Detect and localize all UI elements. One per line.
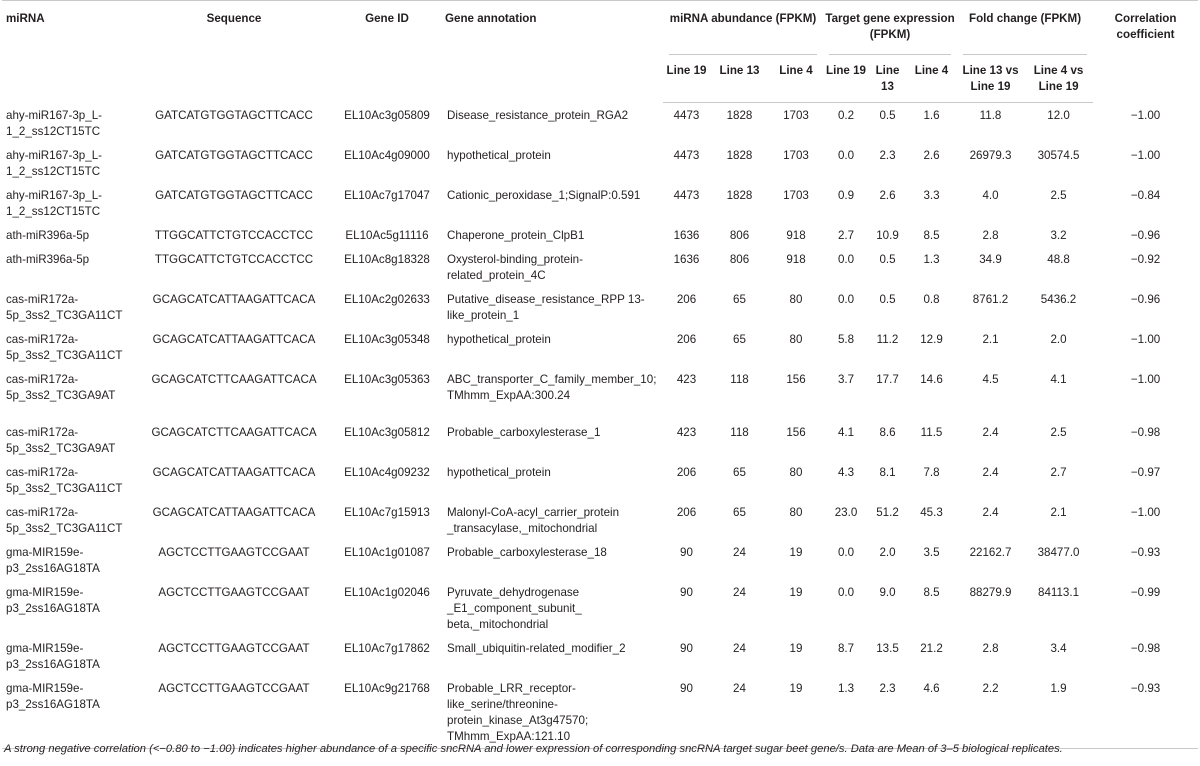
cell-abundance-line19: 206 (676, 465, 697, 479)
cell-fold-line13-vs-line19: 26979.3 (969, 148, 1012, 162)
cell-abundance-line19: 1636 (673, 252, 700, 266)
cell-fold-line4-vs-line19: 3.4 (1050, 641, 1067, 655)
cell-gene-id: EL10Ac4g09000 (344, 148, 430, 162)
cell-expression-line19: 0.0 (837, 585, 855, 599)
cell-abundance-line19: 90 (663, 676, 710, 749)
cell-expression-line4: 0.8 (923, 292, 940, 306)
cell-abundance-line4: 918 (786, 252, 806, 266)
cell-gene-id: EL10Ac3g05348 (344, 332, 430, 346)
cell-correlation: −0.99 (1130, 585, 1161, 599)
cell-fold-line13-vs-line19: 22162.7 (969, 545, 1012, 559)
cell-sequence: GCAGCATCTTCAAGATTCACA (151, 372, 317, 386)
cell-fold-line13-vs-line19: 2.4 (982, 425, 999, 439)
cell-abundance-line4: 80 (789, 505, 803, 519)
cell-correlation: −0.97 (1130, 465, 1161, 479)
cell-abundance-line13: 65 (733, 332, 746, 346)
cell-expression-line4: 3.3 (923, 188, 940, 202)
cell-fold-line13-vs-line19: 2.4 (982, 465, 999, 479)
cell-fold-line13-vs-line19: 88279.9 (969, 585, 1012, 599)
subheader-fold-line13-vs-line19: Line 13 vs Line 19 (957, 55, 1024, 103)
cell-expression-line4: 12.9 (920, 332, 943, 346)
header-mirna-abundance: miRNA abundance (FPKM) (663, 1, 823, 55)
cell-fold-line4-vs-line19: 2.7 (1050, 465, 1067, 479)
cell-gene-annotation: Probable_carboxylesterase_18 (447, 545, 607, 559)
cell-abundance-line19: 4473 (673, 148, 700, 162)
cell-gene-annotation: Pyruvate_dehydrogenase _E1_component_subunit_ beta,_mitochondrial (447, 585, 582, 631)
cell-abundance-line4: 1703 (783, 188, 809, 202)
cell-fold-line4-vs-line19: 5436.2 (1040, 292, 1077, 306)
table-row (2, 103, 1198, 143)
cell-expression-line13: 10.9 (876, 228, 899, 242)
cell-abundance-line19: 423 (676, 372, 697, 386)
cell-sequence: GCAGCATCATTAAGATTCACA (152, 465, 316, 479)
cell-abundance-line19: 4473 (673, 109, 700, 122)
cell-gene-annotation: Malonyl-CoA-acyl_carrier_protein _transacylase,_mitochondrial (447, 505, 620, 535)
cell-gene-annotation: hypothetical_protein (447, 332, 551, 346)
cell-expression-line13: 2.3 (869, 676, 906, 749)
cell-gene-id: EL10Ac3g05809 (344, 108, 430, 122)
cell-expression-line13: 0.5 (879, 252, 896, 266)
cell-abundance-line13: 65 (733, 465, 746, 479)
cell-abundance-line19: 1636 (673, 228, 700, 242)
cell-abundance-line13: 24 (733, 545, 746, 559)
cell-fold-line13-vs-line19: 4.5 (982, 372, 999, 386)
cell-expression-line19: 0.0 (837, 252, 855, 266)
cell-sequence: GCAGCATCTTCAAGATTCACA (151, 425, 317, 439)
cell-mirna: cas-miR172a-5p_3ss2_TC3GA9AT (6, 372, 116, 402)
cell-fold-line13-vs-line19: 2.1 (982, 332, 999, 346)
subheader-expression-line4: Line 4 (906, 55, 957, 103)
subheader-expression-line13: Line 13 (869, 55, 906, 103)
cell-sequence: GCAGCATCATTAAGATTCACA (152, 332, 316, 346)
header-mirna: miRNA (2, 1, 135, 103)
cell-fold-line13-vs-line19: 2.8 (982, 228, 999, 242)
cell-gene-annotation: Cationic_peroxidase_1;SignalP:0.591 (447, 188, 641, 202)
table-row (2, 420, 1198, 460)
table-row (2, 327, 1198, 367)
table-row (2, 500, 1198, 540)
mirna-target-table (2, 0, 1198, 749)
cell-abundance-line4: 80 (789, 465, 803, 479)
cell-correlation: −0.96 (1130, 292, 1161, 306)
cell-expression-line4: 4.6 (906, 676, 957, 749)
cell-expression-line4: 2.6 (923, 148, 940, 162)
table-row (2, 223, 1198, 247)
table-row (2, 580, 1198, 636)
cell-correlation: −1.00 (1130, 332, 1161, 346)
table-footnote: A strong negative correlation (<−0.80 to −1.00) indicates higher abundance of a specific sncRNA and lower expression of corresponding sncRNA target sugar beet gene/s. Data are Mean of 3–5 biological replicates. (4, 743, 1063, 755)
cell-expression-line13: 8.6 (879, 425, 896, 439)
cell-abundance-line13: 806 (729, 252, 750, 266)
cell-abundance-line13: 24 (733, 585, 746, 599)
cell-mirna: gma-MIR159e-p3_2ss16AG18TA (6, 585, 100, 615)
cell-abundance-line4: 1703 (783, 148, 809, 162)
cell-expression-line19: 23.0 (834, 505, 858, 519)
table-row (2, 540, 1198, 580)
cell-expression-line19: 4.3 (837, 465, 855, 479)
cell-fold-line13-vs-line19: 2.2 (957, 676, 1024, 749)
cell-abundance-line19: 206 (676, 332, 697, 346)
table-row (2, 460, 1198, 500)
cell-sequence: GCAGCATCATTAAGATTCACA (152, 505, 316, 519)
cell-correlation: −0.93 (1093, 676, 1198, 749)
table-row (2, 247, 1198, 287)
cell-correlation: −0.98 (1130, 425, 1161, 439)
cell-gene-id: EL10Ac8g18328 (344, 252, 430, 266)
cell-gene-annotation: Probable_carboxylesterase_1 (447, 425, 601, 439)
cell-fold-line4-vs-line19: 12.0 (1047, 109, 1070, 122)
cell-abundance-line4: 19 (769, 676, 823, 749)
subheader-abundance-line4: Line 4 (769, 55, 823, 103)
cell-expression-line13: 51.2 (876, 505, 899, 519)
cell-mirna: cas-miR172a-5p_3ss2_TC3GA11CT (6, 332, 123, 362)
cell-fold-line13-vs-line19: 2.4 (982, 505, 999, 519)
cell-mirna: gma-MIR159e-p3_2ss16AG18TA (2, 676, 135, 749)
cell-expression-line4: 8.5 (923, 228, 940, 242)
cell-fold-line4-vs-line19: 3.2 (1050, 228, 1067, 242)
cell-correlation: −0.92 (1130, 252, 1161, 266)
header-target-expression: Target gene expression (FPKM) (823, 1, 957, 55)
cell-gene-annotation: hypothetical_protein (447, 465, 551, 479)
table-row (2, 676, 1198, 749)
cell-expression-line4: 14.6 (920, 372, 943, 386)
cell-gene-id: EL10Ac5g11116 (345, 228, 429, 242)
cell-fold-line4-vs-line19: 2.5 (1050, 425, 1067, 439)
cell-abundance-line13: 118 (730, 425, 749, 439)
cell-expression-line13: 13.5 (876, 641, 899, 655)
cell-fold-line4-vs-line19: 4.1 (1050, 372, 1067, 386)
cell-expression-line4: 7.8 (923, 465, 940, 479)
cell-mirna: ahy-miR167-3p_L-1_2_ss12CT15TC (6, 108, 103, 138)
cell-fold-line4-vs-line19: 2.5 (1050, 188, 1067, 202)
cell-mirna: cas-miR172a-5p_3ss2_TC3GA11CT (6, 465, 123, 495)
cell-fold-line4-vs-line19: 2.0 (1050, 332, 1067, 346)
cell-abundance-line13: 806 (729, 228, 750, 242)
cell-abundance-line13: 24 (710, 676, 769, 749)
cell-mirna: ath-miR396a-5p (6, 252, 90, 266)
cell-abundance-line19: 90 (680, 585, 693, 599)
cell-gene-annotation: Small_ubiquitin-related_modifier_2 (447, 641, 626, 655)
cell-correlation: −0.84 (1130, 188, 1161, 202)
cell-expression-line4: 11.5 (920, 425, 943, 439)
cell-expression-line13: 2.6 (879, 188, 896, 202)
cell-sequence: GATCATGTGGTAGCTTCACC (155, 188, 313, 202)
cell-mirna: gma-MIR159e-p3_2ss16AG18TA (6, 545, 100, 575)
table-row (2, 367, 1198, 420)
cell-abundance-line4: 80 (789, 292, 803, 306)
cell-mirna: ahy-miR167-3p_L-1_2_ss12CT15TC (6, 148, 103, 178)
cell-correlation: −0.96 (1130, 228, 1161, 242)
cell-abundance-line19: 206 (676, 292, 697, 306)
cell-expression-line4: 45.3 (920, 505, 943, 519)
cell-abundance-line13: 24 (733, 641, 746, 655)
cell-abundance-line19: 4473 (673, 188, 700, 202)
subheader-abundance-line13: Line 13 (710, 55, 769, 103)
cell-abundance-line13: 65 (733, 292, 746, 306)
cell-abundance-line13: 65 (733, 505, 746, 519)
cell-gene-id: EL10Ac4g09232 (344, 465, 430, 479)
cell-expression-line4: 1.6 (923, 109, 940, 122)
cell-correlation: −1.00 (1130, 148, 1161, 162)
cell-expression-line4: 21.2 (920, 641, 943, 655)
header-fold-change: Fold change (FPKM) (957, 1, 1093, 55)
cell-abundance-line4: 156 (786, 425, 806, 439)
cell-expression-line19: 0.0 (837, 292, 855, 306)
cell-abundance-line4: 1703 (783, 109, 809, 122)
cell-mirna: cas-miR172a-5p_3ss2_TC3GA9AT (6, 425, 116, 455)
cell-abundance-line4: 19 (789, 585, 803, 599)
cell-gene-id: EL10Ac3g05363 (344, 372, 430, 386)
cell-sequence: AGCTCCTTGAAGTCCGAAT (135, 676, 333, 749)
cell-fold-line4-vs-line19: 38477.0 (1037, 545, 1080, 559)
cell-fold-line13-vs-line19: 34.9 (979, 252, 1002, 266)
cell-expression-line19: 4.1 (837, 425, 855, 439)
cell-expression-line19: 2.7 (837, 228, 855, 242)
cell-fold-line13-vs-line19: 2.8 (982, 641, 999, 655)
subheader-expression-line19: Line 19 (823, 55, 869, 103)
cell-abundance-line13: 1828 (726, 148, 753, 162)
cell-gene-id: EL10Ac7g17047 (344, 188, 430, 202)
cell-fold-line13-vs-line19: 4.0 (982, 188, 999, 202)
cell-gene-annotation: Chaperone_protein_ClpB1 (447, 228, 585, 242)
cell-fold-line4-vs-line19: 48.8 (1047, 252, 1070, 266)
cell-mirna: cas-miR172a-5p_3ss2_TC3GA11CT (6, 505, 123, 535)
cell-mirna: ahy-miR167-3p_L-1_2_ss12CT15TC (6, 188, 103, 218)
cell-fold-line13-vs-line19: 8761.2 (972, 292, 1009, 306)
cell-expression-line19: 0.9 (837, 188, 855, 202)
cell-fold-line4-vs-line19: 30574.5 (1037, 148, 1080, 162)
cell-gene-id: EL10Ac2g02633 (344, 292, 430, 306)
header-gene-annotation: Gene annotation (441, 1, 663, 103)
cell-abundance-line13: 1828 (726, 188, 753, 202)
cell-gene-annotation: ABC_transporter_C_family_member_10; TMhmm_ExpAA:300.24 (447, 372, 657, 402)
cell-correlation: −1.00 (1130, 108, 1161, 122)
cell-abundance-line4: 19 (789, 641, 803, 655)
cell-abundance-line13: 1828 (726, 109, 753, 122)
subheader-abundance-line19: Line 19 (663, 55, 710, 103)
cell-fold-line4-vs-line19: 84113.1 (1038, 585, 1080, 599)
cell-expression-line13: 0.5 (879, 109, 896, 122)
table-row (2, 636, 1198, 676)
cell-sequence: GATCATGTGGTAGCTTCACC (155, 108, 313, 122)
cell-abundance-line13: 118 (730, 372, 749, 386)
cell-correlation: −1.00 (1130, 505, 1161, 519)
cell-gene-annotation: Oxysterol-binding_protein-related_protein_4C (447, 252, 583, 282)
cell-correlation: −0.98 (1130, 641, 1161, 655)
cell-abundance-line4: 80 (789, 332, 803, 346)
cell-gene-id: EL10Ac7g17862 (344, 641, 430, 655)
cell-gene-id: EL10Ac3g05812 (344, 425, 430, 439)
cell-sequence: TTGGCATTCTGTCCACCTCC (154, 228, 314, 242)
cell-gene-annotation: Putative_disease_resistance_RPP 13-like_protein_1 (447, 292, 645, 322)
cell-sequence: AGCTCCTTGAAGTCCGAAT (158, 641, 310, 655)
cell-abundance-line4: 918 (786, 228, 806, 242)
cell-abundance-line4: 19 (789, 545, 803, 559)
cell-abundance-line19: 90 (680, 641, 693, 655)
cell-sequence: AGCTCCTTGAAGTCCGAAT (158, 585, 310, 599)
cell-gene-id: EL10Ac7g15913 (344, 505, 430, 519)
cell-expression-line4: 3.5 (923, 545, 940, 559)
cell-expression-line19: 3.7 (837, 372, 855, 386)
cell-gene-id: EL10Ac1g01087 (344, 545, 430, 559)
cell-expression-line19: 5.8 (837, 332, 855, 346)
cell-sequence: AGCTCCTTGAAGTCCGAAT (158, 545, 310, 559)
cell-expression-line19: 0.2 (837, 109, 855, 122)
cell-expression-line13: 9.0 (879, 585, 896, 599)
cell-abundance-line19: 206 (676, 505, 697, 519)
cell-expression-line4: 8.5 (923, 585, 940, 599)
cell-fold-line4-vs-line19: 2.1 (1050, 505, 1067, 519)
header-correlation: Correlation coefficient (1093, 1, 1198, 103)
header-gene-id: Gene ID (333, 1, 441, 103)
cell-mirna: gma-MIR159e-p3_2ss16AG18TA (6, 641, 100, 671)
cell-sequence: GATCATGTGGTAGCTTCACC (155, 148, 313, 162)
cell-fold-line4-vs-line19: 1.9 (1024, 676, 1093, 749)
table-body (2, 103, 1198, 749)
cell-gene-id: EL10Ac1g02046 (344, 585, 430, 599)
cell-correlation: −0.93 (1130, 545, 1161, 559)
cell-correlation: −1.00 (1130, 372, 1161, 386)
subheader-fold-line4-vs-line19: Line 4 vs Line 19 (1024, 55, 1093, 103)
cell-expression-line19: 0.0 (837, 545, 855, 559)
table-row (2, 143, 1198, 183)
cell-expression-line19: 8.7 (837, 641, 855, 655)
cell-sequence: GCAGCATCATTAAGATTCACA (152, 292, 316, 306)
table-row (2, 287, 1198, 327)
table-row (2, 183, 1198, 223)
cell-expression-line4: 1.3 (923, 252, 940, 266)
cell-expression-line13: 11.2 (876, 332, 899, 346)
cell-abundance-line4: 156 (786, 372, 806, 386)
cell-sequence: TTGGCATTCTGTCCACCTCC (154, 252, 314, 266)
cell-expression-line13: 17.7 (876, 372, 899, 386)
cell-abundance-line19: 423 (676, 425, 697, 439)
cell-abundance-line19: 90 (680, 545, 693, 559)
cell-expression-line13: 2.0 (879, 545, 896, 559)
cell-expression-line19: 0.0 (837, 148, 855, 162)
cell-gene-annotation: Probable_LRR_receptor-like_serine/threonine-protein_kinase_At3g47570; TMhmm_ExpAA:121.10 (441, 676, 663, 749)
cell-mirna: cas-miR172a-5p_3ss2_TC3GA11CT (6, 292, 123, 322)
cell-expression-line13: 2.3 (879, 148, 896, 162)
cell-gene-annotation: hypothetical_protein (447, 148, 551, 162)
cell-gene-id: EL10Ac9g21768 (333, 676, 441, 749)
cell-expression-line19: 1.3 (823, 676, 869, 749)
cell-expression-line13: 8.1 (879, 465, 896, 479)
cell-mirna: ath-miR396a-5p (6, 228, 90, 242)
cell-expression-line13: 0.5 (879, 292, 896, 306)
cell-fold-line13-vs-line19: 11.8 (979, 109, 1002, 122)
cell-gene-annotation: Disease_resistance_protein_RGA2 (447, 108, 629, 122)
header-sequence: Sequence (135, 1, 333, 103)
